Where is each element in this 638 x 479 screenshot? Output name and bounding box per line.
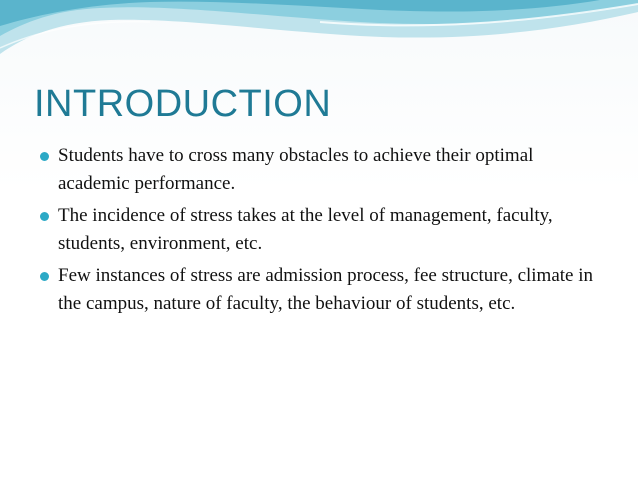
bullet-icon <box>40 272 49 281</box>
bullet-list <box>40 142 600 322</box>
bullet-item <box>40 142 600 198</box>
bullet-item <box>40 202 600 258</box>
bullet-item <box>40 262 600 318</box>
bullet-text: Few instances of stress are admission process, fee structure, climate in the campus, nature of faculty, the behaviour of students, etc. <box>58 265 594 314</box>
bullet-text: The incidence of stress takes at the level of management, faculty, students, environment, etc. <box>58 205 553 254</box>
slide-title: INTRODUCTION <box>34 83 332 125</box>
top-wave-banner <box>0 0 638 80</box>
bullet-text: Students have to cross many obstacles to achieve their optimal academic performance. <box>58 145 534 194</box>
bullet-icon <box>40 152 49 161</box>
bullet-icon <box>40 212 49 221</box>
